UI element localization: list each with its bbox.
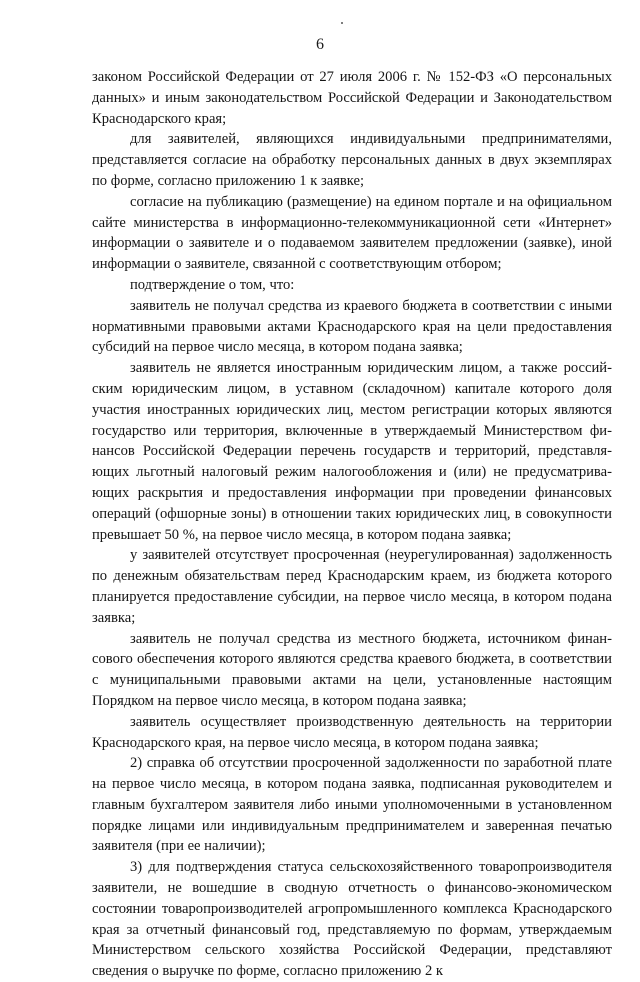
- page-number: 6: [316, 36, 324, 53]
- paragraph-consent-publication: согласие на публикацию (размещение) на едином портале и на официальном сайте министерства в информационно-телекоммуникационной сети «Интернет» информации о заявителе и о подаваемом заявителем предложении (заявке), иной информации о заявителе, связанной с соответствующим отбором;: [92, 193, 612, 273]
- paragraph-no-regional-funds: заявитель не получал средства из краевого бюджета в соответствии с иными нормативными правовыми актами Краснодарского края на цели предоставления субсидий на первое число месяца, в котором подана заявка;: [92, 297, 612, 356]
- paragraph-no-local-funds: заявитель не получал средства из местного бюджета, источником финансового обеспечения которого являются средства краевого бюджета, в соответствии с муниципальными правовыми актами на цели, установленные настоящим Порядком на первое число месяца, в котором подана заявка;: [92, 630, 612, 709]
- paragraph-consent-entrepreneurs: для заявителей, являющихся индивидуальными предпринимателями, представляется согласие на обработку персональных данных в двух экземплярах по форме, согласно приложению 1 к заявке;: [92, 131, 612, 189]
- paragraph-production-activity: заявитель осуществляет производственную деятельность на территории Краснодарского края, на первое число месяца, в котором подана заявка;: [92, 713, 612, 751]
- paragraph-no-overdue-debt: у заявителей отсутствует просроченная (неурегулированная) задолженность по денежным обязательствам перед Краснодарским краем, из бюджета которого планируется предоставление субсидии, на первое число месяца, в котором подана заявка;: [92, 547, 612, 626]
- document-body: [92, 67, 612, 982]
- paragraph-confirmation-intro: подтверждение о том, что:: [130, 276, 295, 293]
- paragraph-salary-certificate: 2) справка об отсутствии просроченной задолженности по заработной плате на первое число месяца, в котором подана заявка, подписанная руководителем и главным бухгалтером заявителя либо иными уполномоченными в установленном порядке лицами или индивидуальным предпринимателем и заверенная печатью заявителя (при ее наличии);: [92, 755, 612, 855]
- scan-dot: [341, 22, 343, 24]
- paragraph-producer-status: 3) для подтверждения статуса сельскохозяйственного товаропроизводителя заявители, не вошедшие в сводную отчетность о финансово-экономическом состоянии товаропроизводителей агропромышленного комплекса Краснодарского края за отчетный финансовый год, представляемую по формам, утверждаемым Министерством сельского хозяйства Российской Федерации, представляют сведения о выручке по форме, согласно приложению 2 к: [92, 859, 612, 980]
- paragraph-not-foreign-entity: заявитель не является иностранным юридическим лицом, а также российским юридическим лицом, в уставном (складочном) капитале которого доля участия иностранных юридических лиц, местом регистрации которых являются государство или территория, включенные в утверждаемый Министерством финансов Российской Федерации перечень государств и территорий, представляющих льготный налоговый режим налогообложения и (или) не предусматривающих раскрытия и предоставления информации при проведении финансовых операций (офшорные зоны) в отношении таких юридических лиц, в совокупности превышает 50 %, на первое число месяца, в котором подана заявка;: [92, 360, 612, 543]
- paragraph-continuation: законом Российской Федерации от 27 июля 2006 г. № 152-ФЗ «О персональных данных» и иным законодательством Российской Федерации и Законодательством Краснодарского края;: [92, 69, 612, 127]
